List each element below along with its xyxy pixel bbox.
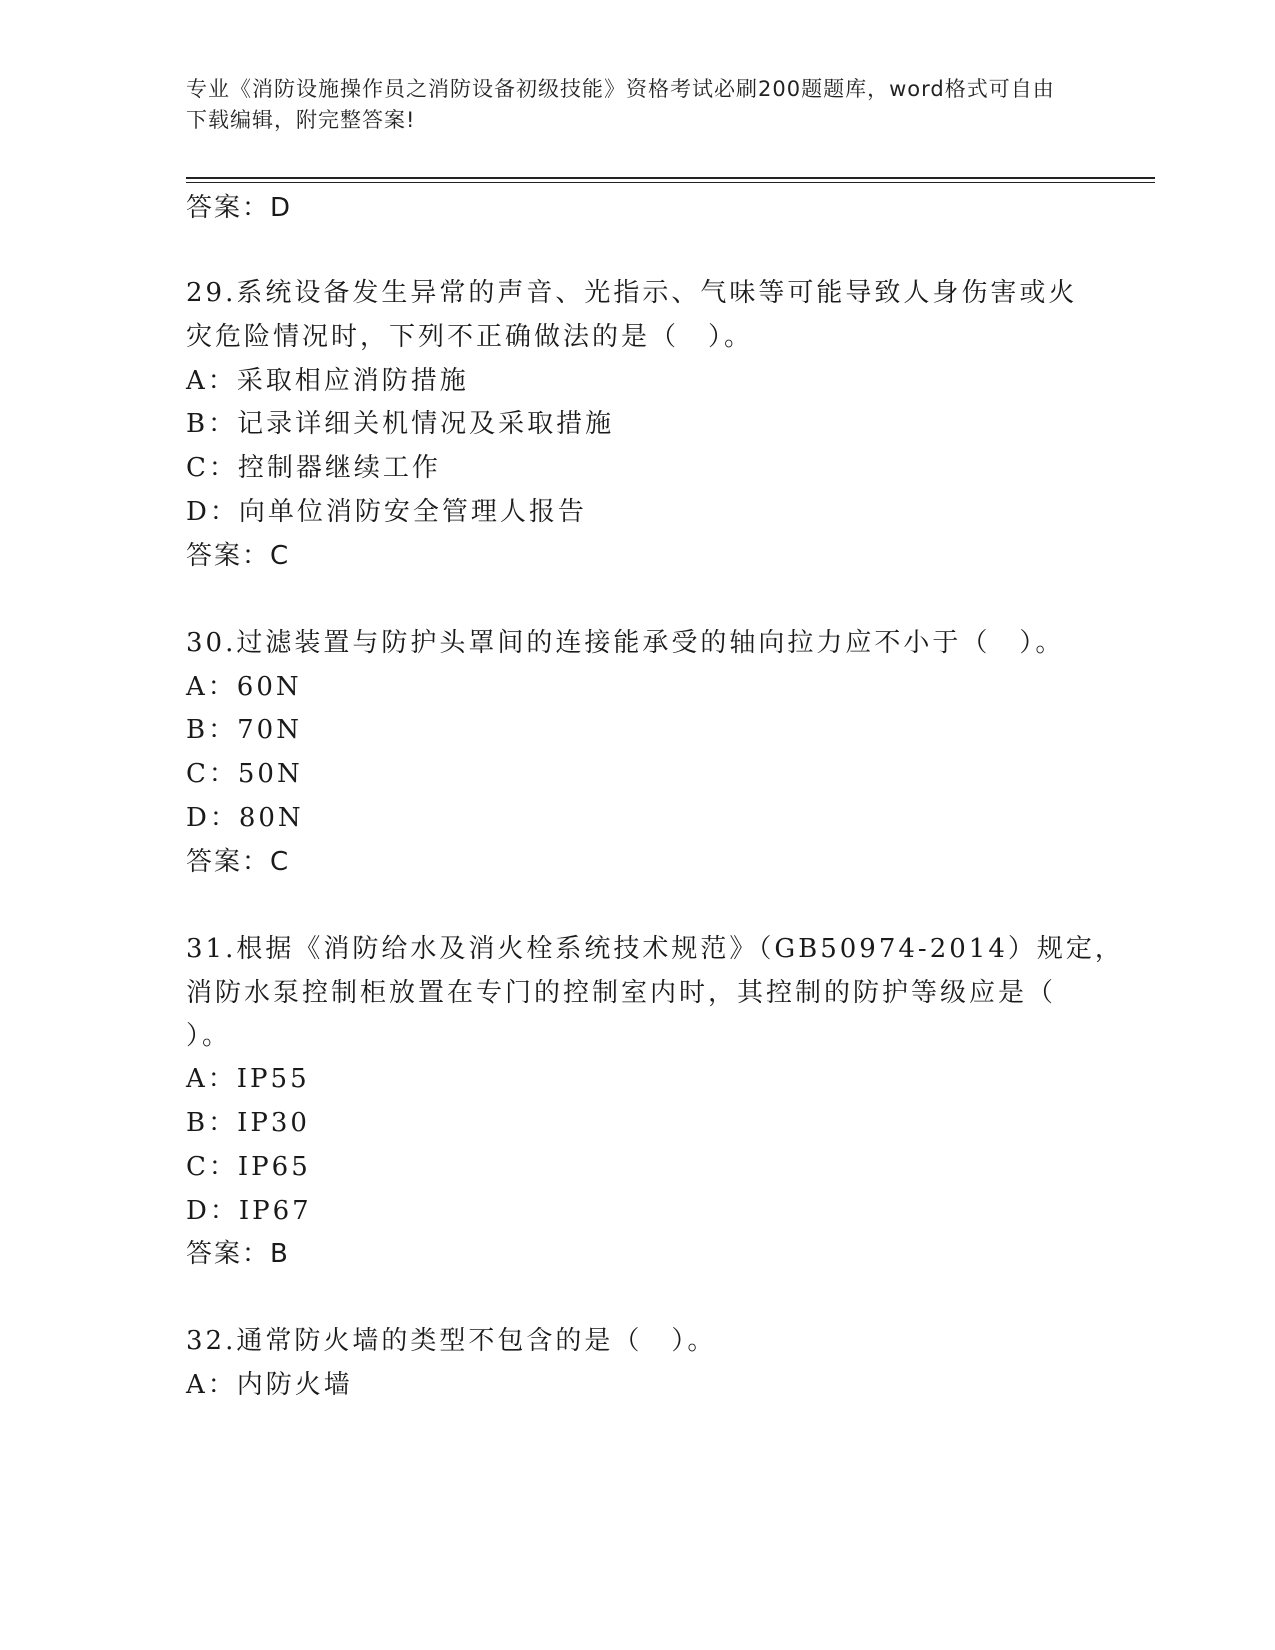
option-d: D：80N	[186, 803, 304, 833]
option-d: D：向单位消防安全管理人报告	[186, 497, 587, 527]
option-c: C：IP65	[186, 1152, 311, 1182]
option-b: B：70N	[186, 715, 302, 745]
question-text: 29.系统设备发生异常的声音、光指示、气味等可能导致人身伤害或火	[186, 278, 1078, 308]
option-d: D：IP67	[186, 1196, 312, 1226]
header-divider	[186, 177, 1155, 179]
option-a: A：采取相应消防措施	[186, 366, 469, 396]
question-text: 32.通常防火墙的类型不包含的是（ ）。	[186, 1326, 717, 1356]
question-text: 灾危险情况时，下列不正确做法的是（ ）。	[186, 322, 754, 352]
header-divider-thin	[186, 182, 1155, 183]
question-text: 消防水泵控制柜放置在专门的控制室内时，其控制的防护等级应是（	[186, 978, 1057, 1008]
answer-line: 答案：D	[186, 193, 293, 223]
option-a: A：内防火墙	[186, 1370, 353, 1400]
answer-line: 答案：C	[186, 847, 291, 877]
question-text: 31.根据《消防给水及消火栓系统技术规范》（GB50974-2014）规定，	[186, 934, 1124, 964]
option-c: C：控制器继续工作	[186, 453, 441, 483]
document-header: 专业《消防设施操作员之消防设备初级技能》资格考试必刷200题题库，word格式可自由下载编辑，附完整答案!	[186, 77, 1055, 132]
answer-line: 答案：C	[186, 541, 291, 571]
question-text: 30.过滤装置与防护头罩间的连接能承受的轴向拉力应不小于（ ）。	[186, 628, 1065, 658]
option-a: A：IP55	[186, 1064, 310, 1094]
answer-line: 答案：B	[186, 1239, 290, 1269]
option-b: B：记录详细关机情况及采取措施	[186, 409, 615, 439]
option-b: B：IP30	[186, 1108, 310, 1138]
option-c: C：50N	[186, 759, 303, 789]
question-text: ）。	[186, 1021, 232, 1051]
option-a: A：60N	[186, 672, 302, 702]
